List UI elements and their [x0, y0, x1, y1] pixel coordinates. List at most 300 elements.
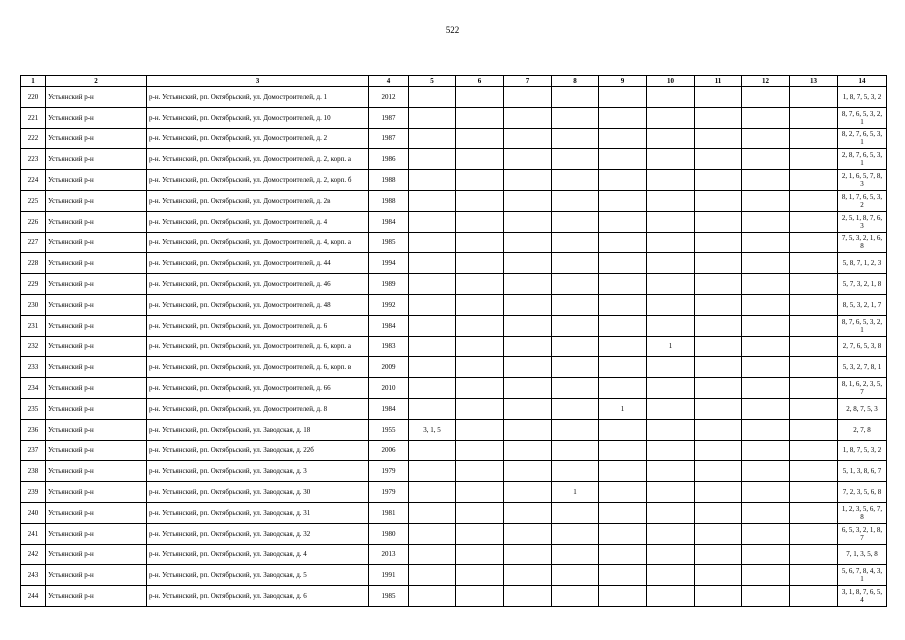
- row-number: 230: [21, 294, 46, 315]
- row-number: 226: [21, 211, 46, 232]
- col6-cell: [456, 274, 504, 295]
- col7-cell: [504, 357, 552, 378]
- table-row: [21, 190, 887, 211]
- col9-cell: 1: [599, 398, 647, 419]
- col9-cell: [599, 523, 647, 544]
- col10-cell: [647, 419, 695, 440]
- col6-cell: [456, 87, 504, 108]
- col9-cell: [599, 294, 647, 315]
- column-header: 9: [599, 76, 647, 87]
- col10-cell: [647, 461, 695, 482]
- col7-cell: [504, 170, 552, 191]
- column-header: 2: [46, 76, 147, 87]
- col13-cell: [790, 107, 838, 128]
- col7-cell: [504, 440, 552, 461]
- col11-cell: [695, 544, 742, 565]
- address-cell: р-н. Устьянский, рп. Октябрьский, ул. Домостроителей, д. 10: [147, 107, 369, 128]
- col11-cell: [695, 482, 742, 503]
- col14-cell: 1, 2, 3, 5, 6, 7, 8: [838, 502, 887, 523]
- table-row: [21, 544, 887, 565]
- col6-cell: [456, 294, 504, 315]
- district-cell: Устьянский р-н: [46, 523, 147, 544]
- address-cell: р-н. Устьянский, рп. Октябрьский, ул. Домостроителей, д. 6, корп. в: [147, 357, 369, 378]
- table-row: [21, 128, 887, 149]
- row-number: 234: [21, 378, 46, 399]
- col12-cell: [742, 378, 790, 399]
- col8-cell: [552, 107, 599, 128]
- table-row: [21, 565, 887, 586]
- row-number: 229: [21, 274, 46, 295]
- row-number: 232: [21, 336, 46, 357]
- col10-cell: [647, 378, 695, 399]
- col7-cell: [504, 294, 552, 315]
- year-cell: 1984: [369, 211, 409, 232]
- address-cell: р-н. Устьянский, рп. Октябрьский, ул. Домостроителей, д. 6, корп. а: [147, 336, 369, 357]
- col11-cell: [695, 232, 742, 253]
- col9-cell: [599, 419, 647, 440]
- table-row: [21, 378, 887, 399]
- col13-cell: [790, 315, 838, 336]
- address-cell: р-н. Устьянский, рп. Октябрьский, ул. Домостроителей, д. 8: [147, 398, 369, 419]
- year-cell: 1955: [369, 419, 409, 440]
- year-cell: 1987: [369, 128, 409, 149]
- col7-cell: [504, 274, 552, 295]
- column-header: 5: [409, 76, 456, 87]
- col9-cell: [599, 565, 647, 586]
- col12-cell: [742, 586, 790, 607]
- col5-cell: [409, 253, 456, 274]
- col11-cell: [695, 398, 742, 419]
- col9-cell: [599, 128, 647, 149]
- address-cell: р-н. Устьянский, рп. Октябрьский, ул. Домостроителей, д. 66: [147, 378, 369, 399]
- col14-cell: 5, 7, 3, 2, 1, 8: [838, 274, 887, 295]
- table-row: [21, 440, 887, 461]
- district-cell: Устьянский р-н: [46, 586, 147, 607]
- col11-cell: [695, 211, 742, 232]
- col14-cell: 5, 8, 7, 1, 2, 3: [838, 253, 887, 274]
- row-number: 242: [21, 544, 46, 565]
- col12-cell: [742, 419, 790, 440]
- col7-cell: [504, 315, 552, 336]
- address-cell: р-н. Устьянский, рп. Октябрьский, ул. Домостроителей, д. 2в: [147, 190, 369, 211]
- address-cell: р-н. Устьянский, рп. Октябрьский, ул. Домостроителей, д. 46: [147, 274, 369, 295]
- year-cell: 2009: [369, 357, 409, 378]
- col13-cell: [790, 190, 838, 211]
- col9-cell: [599, 482, 647, 503]
- district-cell: Устьянский р-н: [46, 315, 147, 336]
- col8-cell: [552, 565, 599, 586]
- row-number: 236: [21, 419, 46, 440]
- year-cell: 2012: [369, 87, 409, 108]
- col11-cell: [695, 274, 742, 295]
- address-cell: р-н. Устьянский, рп. Октябрьский, ул. Домостроителей, д. 1: [147, 87, 369, 108]
- col11-cell: [695, 357, 742, 378]
- col8-cell: [552, 544, 599, 565]
- col6-cell: [456, 482, 504, 503]
- col10-cell: [647, 274, 695, 295]
- row-number: 227: [21, 232, 46, 253]
- col7-cell: [504, 502, 552, 523]
- row-number: 228: [21, 253, 46, 274]
- table-body: [21, 87, 887, 607]
- col7-cell: [504, 586, 552, 607]
- col10-cell: [647, 211, 695, 232]
- col13-cell: [790, 419, 838, 440]
- col12-cell: [742, 523, 790, 544]
- table-row: [21, 482, 887, 503]
- district-cell: Устьянский р-н: [46, 461, 147, 482]
- year-cell: 1988: [369, 190, 409, 211]
- col7-cell: [504, 107, 552, 128]
- col8-cell: [552, 502, 599, 523]
- col5-cell: [409, 294, 456, 315]
- year-cell: 1980: [369, 523, 409, 544]
- table-row: [21, 419, 887, 440]
- district-cell: Устьянский р-н: [46, 565, 147, 586]
- col12-cell: [742, 357, 790, 378]
- address-cell: р-н. Устьянский, рп. Октябрьский, ул. Заводская, д. 30: [147, 482, 369, 503]
- column-header: 7: [504, 76, 552, 87]
- row-number: 223: [21, 149, 46, 170]
- col13-cell: [790, 482, 838, 503]
- col14-cell: 5, 3, 2, 7, 8, 1: [838, 357, 887, 378]
- address-cell: р-н. Устьянский, рп. Октябрьский, ул. Домостроителей, д. 2, корп. б: [147, 170, 369, 191]
- col5-cell: [409, 544, 456, 565]
- column-header: 1: [21, 76, 46, 87]
- col11-cell: [695, 565, 742, 586]
- col7-cell: [504, 232, 552, 253]
- col12-cell: [742, 461, 790, 482]
- col6-cell: [456, 170, 504, 191]
- col9-cell: [599, 149, 647, 170]
- col5-cell: 3, 1, 5: [409, 419, 456, 440]
- row-number: 239: [21, 482, 46, 503]
- col11-cell: [695, 107, 742, 128]
- address-cell: р-н. Устьянский, рп. Октябрьский, ул. Заводская, д. 18: [147, 419, 369, 440]
- col12-cell: [742, 440, 790, 461]
- col5-cell: [409, 586, 456, 607]
- col8-cell: [552, 253, 599, 274]
- row-number: 244: [21, 586, 46, 607]
- col14-cell: 8, 7, 6, 5, 3, 2, 1: [838, 107, 887, 128]
- col14-cell: 7, 1, 3, 5, 8: [838, 544, 887, 565]
- col6-cell: [456, 190, 504, 211]
- col6-cell: [456, 378, 504, 399]
- col6-cell: [456, 149, 504, 170]
- col14-cell: 2, 7, 6, 5, 3, 8: [838, 336, 887, 357]
- col10-cell: [647, 586, 695, 607]
- col12-cell: [742, 190, 790, 211]
- col14-cell: 8, 7, 6, 5, 3, 2, 1: [838, 315, 887, 336]
- col9-cell: [599, 544, 647, 565]
- col5-cell: [409, 232, 456, 253]
- col8-cell: [552, 419, 599, 440]
- col7-cell: [504, 211, 552, 232]
- year-cell: 1991: [369, 565, 409, 586]
- col8-cell: [552, 461, 599, 482]
- col14-cell: 7, 5, 3, 2, 1, 6, 8: [838, 232, 887, 253]
- year-cell: 1992: [369, 294, 409, 315]
- col6-cell: [456, 398, 504, 419]
- col10-cell: 1: [647, 336, 695, 357]
- year-cell: 1988: [369, 170, 409, 191]
- col12-cell: [742, 544, 790, 565]
- address-cell: р-н. Устьянский, рп. Октябрьский, ул. Домостроителей, д. 44: [147, 253, 369, 274]
- col6-cell: [456, 336, 504, 357]
- col7-cell: [504, 544, 552, 565]
- col10-cell: [647, 87, 695, 108]
- col6-cell: [456, 461, 504, 482]
- table-row: [21, 253, 887, 274]
- address-cell: р-н. Устьянский, рп. Октябрьский, ул. Заводская, д. 3: [147, 461, 369, 482]
- col13-cell: [790, 398, 838, 419]
- column-header: 13: [790, 76, 838, 87]
- col10-cell: [647, 523, 695, 544]
- table-row: [21, 232, 887, 253]
- col7-cell: [504, 336, 552, 357]
- col14-cell: 1, 8, 7, 5, 3, 2: [838, 440, 887, 461]
- address-cell: р-н. Устьянский, рп. Октябрьский, ул. Домостроителей, д. 2: [147, 128, 369, 149]
- col11-cell: [695, 170, 742, 191]
- district-cell: Устьянский р-н: [46, 336, 147, 357]
- row-number: 231: [21, 315, 46, 336]
- col10-cell: [647, 190, 695, 211]
- col7-cell: [504, 87, 552, 108]
- col6-cell: [456, 440, 504, 461]
- col11-cell: [695, 336, 742, 357]
- col12-cell: [742, 232, 790, 253]
- col14-cell: 2, 5, 1, 8, 7, 6, 3: [838, 211, 887, 232]
- col6-cell: [456, 544, 504, 565]
- col11-cell: [695, 523, 742, 544]
- col6-cell: [456, 419, 504, 440]
- col11-cell: [695, 586, 742, 607]
- row-number: 241: [21, 523, 46, 544]
- table-row: [21, 170, 887, 191]
- column-header: 14: [838, 76, 887, 87]
- district-cell: Устьянский р-н: [46, 107, 147, 128]
- col7-cell: [504, 253, 552, 274]
- district-cell: Устьянский р-н: [46, 232, 147, 253]
- col8-cell: [552, 357, 599, 378]
- col14-cell: 5, 6, 7, 8, 4, 3, 1: [838, 565, 887, 586]
- column-header: 10: [647, 76, 695, 87]
- table-row: [21, 336, 887, 357]
- column-header: 11: [695, 76, 742, 87]
- year-cell: 1984: [369, 398, 409, 419]
- address-cell: р-н. Устьянский, рп. Октябрьский, ул. Домостроителей, д. 48: [147, 294, 369, 315]
- col5-cell: [409, 170, 456, 191]
- col12-cell: [742, 87, 790, 108]
- col5-cell: [409, 461, 456, 482]
- col10-cell: [647, 482, 695, 503]
- district-cell: Устьянский р-н: [46, 190, 147, 211]
- col13-cell: [790, 336, 838, 357]
- col14-cell: 8, 1, 6, 2, 3, 5, 7: [838, 378, 887, 399]
- column-header: 4: [369, 76, 409, 87]
- district-cell: Устьянский р-н: [46, 398, 147, 419]
- col5-cell: [409, 128, 456, 149]
- col10-cell: [647, 107, 695, 128]
- col14-cell: 2, 1, 6, 5, 7, 8, 3: [838, 170, 887, 191]
- col8-cell: 1: [552, 482, 599, 503]
- col8-cell: [552, 378, 599, 399]
- col5-cell: [409, 336, 456, 357]
- col9-cell: [599, 190, 647, 211]
- year-cell: 2006: [369, 440, 409, 461]
- col8-cell: [552, 170, 599, 191]
- col5-cell: [409, 107, 456, 128]
- table-row: [21, 87, 887, 108]
- col11-cell: [695, 253, 742, 274]
- col5-cell: [409, 190, 456, 211]
- district-cell: Устьянский р-н: [46, 502, 147, 523]
- col14-cell: 7, 2, 3, 5, 6, 8: [838, 482, 887, 503]
- col9-cell: [599, 378, 647, 399]
- col12-cell: [742, 398, 790, 419]
- address-cell: р-н. Устьянский, рп. Октябрьский, ул. Заводская, д. 5: [147, 565, 369, 586]
- district-cell: Устьянский р-н: [46, 253, 147, 274]
- district-cell: Устьянский р-н: [46, 170, 147, 191]
- col14-cell: 3, 1, 8, 7, 6, 5, 4: [838, 586, 887, 607]
- col12-cell: [742, 211, 790, 232]
- page-number: 522: [445, 25, 460, 35]
- col13-cell: [790, 440, 838, 461]
- year-cell: 1979: [369, 461, 409, 482]
- col9-cell: [599, 336, 647, 357]
- col7-cell: [504, 565, 552, 586]
- col10-cell: [647, 294, 695, 315]
- col9-cell: [599, 253, 647, 274]
- col14-cell: 2, 7, 8: [838, 419, 887, 440]
- col8-cell: [552, 211, 599, 232]
- district-cell: Устьянский р-н: [46, 357, 147, 378]
- col11-cell: [695, 315, 742, 336]
- col6-cell: [456, 211, 504, 232]
- column-header: 6: [456, 76, 504, 87]
- col11-cell: [695, 440, 742, 461]
- col7-cell: [504, 378, 552, 399]
- col11-cell: [695, 461, 742, 482]
- col5-cell: [409, 440, 456, 461]
- col7-cell: [504, 419, 552, 440]
- address-cell: р-н. Устьянский, рп. Октябрьский, ул. Домостроителей, д. 4, корп. а: [147, 232, 369, 253]
- address-cell: р-н. Устьянский, рп. Октябрьский, ул. Домостроителей, д. 6: [147, 315, 369, 336]
- table-row: [21, 315, 887, 336]
- col5-cell: [409, 149, 456, 170]
- col10-cell: [647, 128, 695, 149]
- year-cell: 1979: [369, 482, 409, 503]
- district-cell: Устьянский р-н: [46, 482, 147, 503]
- col5-cell: [409, 523, 456, 544]
- col12-cell: [742, 336, 790, 357]
- col9-cell: [599, 461, 647, 482]
- year-cell: 1984: [369, 315, 409, 336]
- row-number: 221: [21, 107, 46, 128]
- year-cell: 2013: [369, 544, 409, 565]
- col5-cell: [409, 565, 456, 586]
- col13-cell: [790, 523, 838, 544]
- col6-cell: [456, 586, 504, 607]
- col5-cell: [409, 211, 456, 232]
- col9-cell: [599, 357, 647, 378]
- col13-cell: [790, 544, 838, 565]
- col8-cell: [552, 149, 599, 170]
- row-number: 224: [21, 170, 46, 191]
- col7-cell: [504, 190, 552, 211]
- col11-cell: [695, 378, 742, 399]
- address-cell: р-н. Устьянский, рп. Октябрьский, ул. Домостроителей, д. 2, корп. а: [147, 149, 369, 170]
- year-cell: 1983: [369, 336, 409, 357]
- table-row: [21, 149, 887, 170]
- col10-cell: [647, 502, 695, 523]
- district-cell: Устьянский р-н: [46, 274, 147, 295]
- col5-cell: [409, 398, 456, 419]
- address-cell: р-н. Устьянский, рп. Октябрьский, ул. Заводская, д. 22б: [147, 440, 369, 461]
- year-cell: 1985: [369, 232, 409, 253]
- col5-cell: [409, 357, 456, 378]
- col13-cell: [790, 294, 838, 315]
- col9-cell: [599, 586, 647, 607]
- year-cell: 2010: [369, 378, 409, 399]
- col12-cell: [742, 149, 790, 170]
- col9-cell: [599, 211, 647, 232]
- col12-cell: [742, 128, 790, 149]
- col14-cell: 1, 8, 7, 5, 3, 2: [838, 87, 887, 108]
- col5-cell: [409, 502, 456, 523]
- address-cell: р-н. Устьянский, рп. Октябрьский, ул. Заводская, д. 31: [147, 502, 369, 523]
- col7-cell: [504, 482, 552, 503]
- column-header: 3: [147, 76, 369, 87]
- col6-cell: [456, 523, 504, 544]
- col14-cell: 5, 1, 3, 8, 6, 7: [838, 461, 887, 482]
- col6-cell: [456, 357, 504, 378]
- row-number: 235: [21, 398, 46, 419]
- col12-cell: [742, 315, 790, 336]
- col6-cell: [456, 107, 504, 128]
- col6-cell: [456, 253, 504, 274]
- col13-cell: [790, 253, 838, 274]
- column-header: 8: [552, 76, 599, 87]
- col12-cell: [742, 253, 790, 274]
- col13-cell: [790, 586, 838, 607]
- col9-cell: [599, 87, 647, 108]
- table-row: [21, 586, 887, 607]
- col5-cell: [409, 87, 456, 108]
- col9-cell: [599, 274, 647, 295]
- col13-cell: [790, 502, 838, 523]
- col5-cell: [409, 378, 456, 399]
- col14-cell: 8, 1, 7, 6, 5, 3, 2: [838, 190, 887, 211]
- col10-cell: [647, 565, 695, 586]
- col10-cell: [647, 170, 695, 191]
- row-number: 220: [21, 87, 46, 108]
- col9-cell: [599, 107, 647, 128]
- col8-cell: [552, 336, 599, 357]
- table-row: [21, 107, 887, 128]
- row-number: 225: [21, 190, 46, 211]
- district-cell: Устьянский р-н: [46, 440, 147, 461]
- col13-cell: [790, 565, 838, 586]
- col12-cell: [742, 274, 790, 295]
- col9-cell: [599, 170, 647, 191]
- col5-cell: [409, 482, 456, 503]
- col12-cell: [742, 482, 790, 503]
- col5-cell: [409, 274, 456, 295]
- col8-cell: [552, 87, 599, 108]
- address-cell: р-н. Устьянский, рп. Октябрьский, ул. Заводская, д. 6: [147, 586, 369, 607]
- col5-cell: [409, 315, 456, 336]
